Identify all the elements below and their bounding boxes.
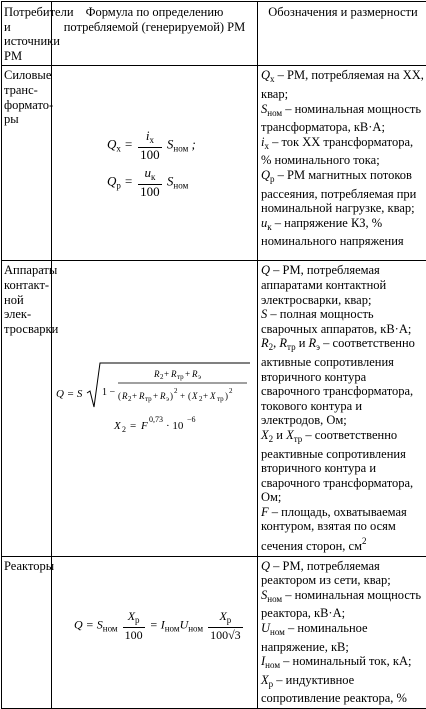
table-header-row [2, 2, 426, 66]
svg-text:−6: −6 [187, 415, 196, 424]
svg-text:): ) [225, 391, 228, 401]
svg-text:R: R [170, 369, 177, 379]
svg-text:2: 2 [128, 395, 132, 403]
svg-text:0,73: 0,73 [149, 415, 163, 424]
svg-text:=: = [130, 420, 136, 432]
svg-text:тр: тр [177, 373, 184, 381]
svg-text:+: + [153, 391, 158, 401]
welding-formula-graphic [54, 359, 252, 439]
formula-qr: $Q_р$ = $\frac{u_к}{100}$ $S_{ном}$ [107, 166, 188, 199]
designations-transformers: $Q_х$ – РМ, потребляемая на ХХ, квар; $S_{ном}$ – номинальная мощность трансформатора, кВ·А; $i_х$ – ток ХХ трансформатора, % номинального тока; $Q_р$ – РМ магнитных потоков рассеяния, потребляемая при номинальной нагрузке, квар; $u_к$ – напряжение КЗ, % номинального напряжения [258, 66, 426, 261]
table-row [2, 261, 426, 556]
formula-welding [52, 261, 258, 556]
svg-text:F: F [140, 420, 148, 432]
svg-text:R: R [153, 369, 160, 379]
svg-text:тр: тр [217, 395, 224, 403]
formula-qx: $Q_x$ = $\frac{i_x}{100}$ $S_{ном}$ ; [107, 129, 196, 162]
table-row [2, 556, 426, 708]
designations-reactors: Q – РМ, потребляемая реактором из сети, квар; $S_{ном}$ – номинальная мощность реактора, кВ·А; $U_{ном}$ – номинальное напряжение, кВ; $I_{ном}$ – номинальный ток, кА; $X_р$ – индуктивное сопротивление реактора, % [258, 556, 426, 708]
header-formula: Формула по определению потребляемой (генерируемой) РМ [52, 2, 258, 66]
svg-text:Q = S: Q = S [56, 388, 83, 400]
svg-text:(: ( [188, 391, 191, 401]
svg-text:1 −: 1 − [102, 387, 116, 398]
svg-text:+: + [164, 369, 169, 379]
row-name: Аппараты контакт-ной элек-тросварки [2, 261, 52, 556]
svg-text:2: 2 [229, 387, 233, 395]
svg-text:+: + [132, 391, 137, 401]
svg-text:+: + [203, 391, 208, 401]
svg-text:2: 2 [199, 395, 203, 403]
svg-text:+: + [180, 391, 185, 401]
designations-welding: Q – РМ, потребляемая аппаратами контактной электросварки, квар; S – полная мощность сварочных аппаратов, кВ·А; $R_2$, $R_{тр}$ и $R_э$ – соответственно активные сопротивления вторичного контура сварочного трансформатора, токового контура и электродов, Ом; $X_2$ и $X_{тр}$ – соответственно реактивные сопротивления вторичного контура и сварочного трансформатора, Ом; F – площадь, охватываемая контуром, взятая по осям сечения сторон, $см^2$ [258, 261, 426, 556]
svg-text:тр: тр [145, 395, 152, 403]
svg-text:· 10: · 10 [166, 420, 184, 432]
svg-text:э: э [166, 395, 169, 403]
formula-q-reactor: $Q = S_{ном}$ $\frac{X_р}{100}$ = $I_{ном}U_{ном}$ $\frac{X_р}{100√3}$ [74, 609, 245, 642]
svg-text:2: 2 [174, 387, 178, 395]
formula-reactors [52, 556, 258, 708]
svg-text:R: R [138, 391, 145, 401]
row-name: Силовые транс-формато-ры [2, 66, 52, 261]
svg-text:+: + [185, 369, 190, 379]
svg-text:X: X [209, 391, 216, 401]
reactive-power-table [1, 1, 426, 709]
svg-text:э: э [198, 373, 201, 381]
svg-text:2: 2 [160, 373, 164, 381]
table-row [2, 66, 426, 261]
svg-text:R: R [191, 369, 198, 379]
svg-text:R: R [121, 391, 128, 401]
svg-text:X: X [113, 420, 122, 432]
svg-text:X: X [191, 391, 198, 401]
svg-text:2: 2 [122, 425, 126, 434]
svg-text:): ) [170, 391, 173, 401]
svg-text:R: R [159, 391, 166, 401]
svg-text:(: ( [118, 391, 121, 401]
header-consumers: Потребители и источники РМ [2, 2, 52, 66]
header-designations: Обозначения и размерности [258, 2, 426, 66]
formula-transformers [52, 66, 258, 261]
row-name: Реакторы [2, 556, 52, 708]
